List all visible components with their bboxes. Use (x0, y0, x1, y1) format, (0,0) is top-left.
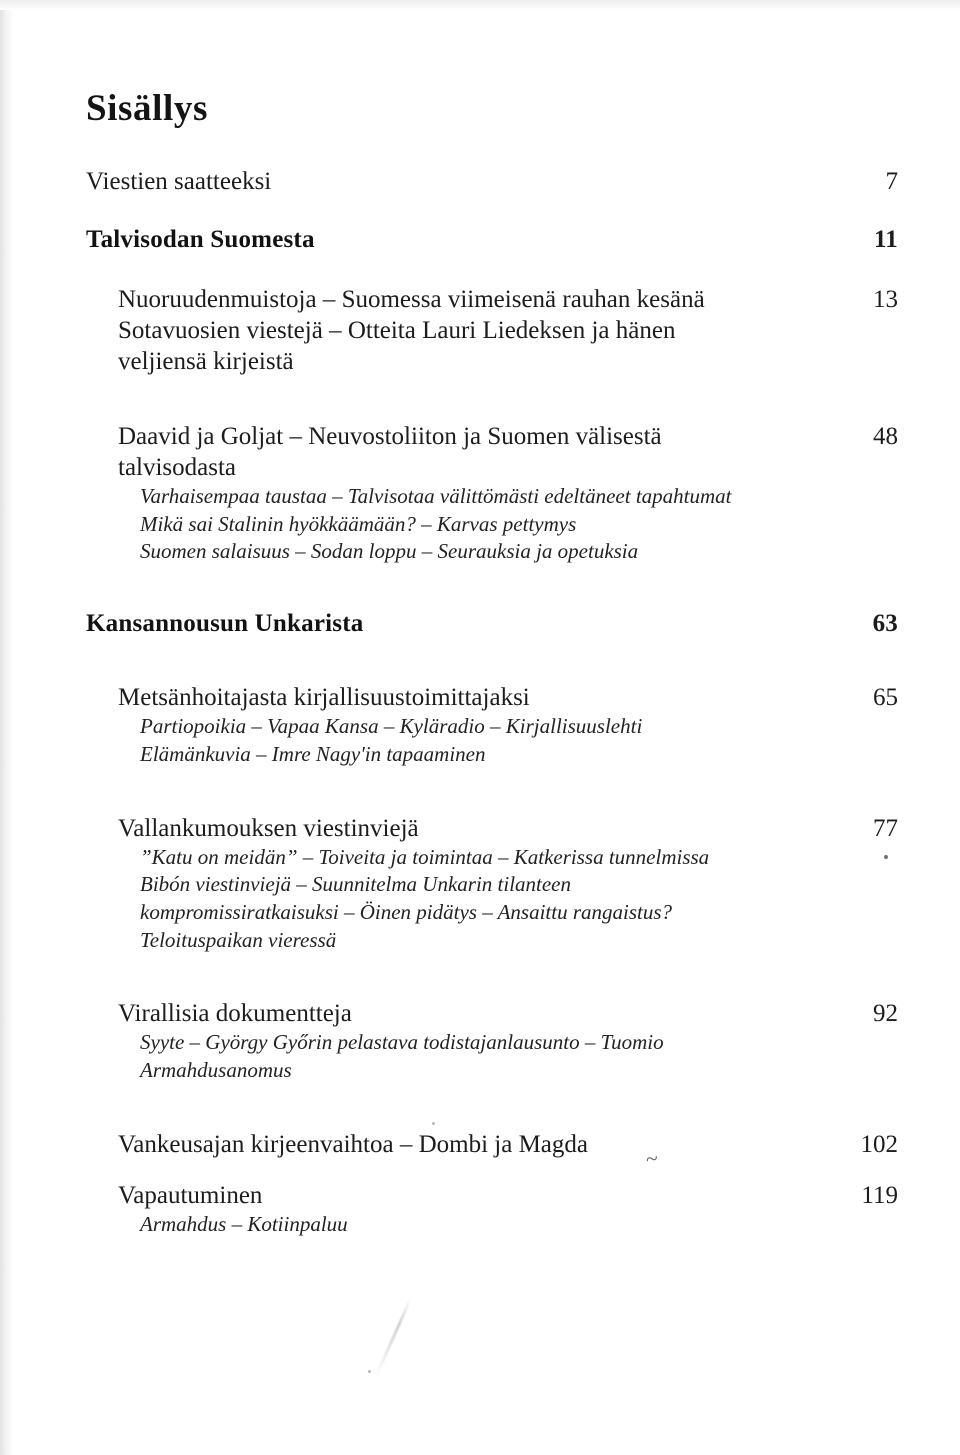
toc-subline: Varhaisempaa taustaa – Talvisotaa välittömästi edeltäneet tapahtumat (140, 484, 732, 508)
toc-entry-title[interactable]: Metsänhoitajasta kirjallisuustoimittajaksi (118, 684, 530, 712)
toc-page-number: 48 (873, 423, 898, 450)
toc-entry-row (0, 610, 960, 638)
spacer (0, 638, 960, 682)
spacer (0, 196, 960, 226)
spacer (0, 566, 960, 610)
toc-entry-row (0, 682, 960, 713)
spacer (0, 254, 960, 284)
toc-entry[interactable] (0, 610, 960, 638)
toc-page-number: 65 (873, 684, 898, 712)
toc-subline: Mikä sai Stalinin hyökkäämään? – Karvas pettymys (140, 511, 577, 536)
toc-entry[interactable] (0, 813, 960, 955)
toc-page-number: 92 (873, 1000, 898, 1028)
toc-entry-title[interactable]: Vankeusajan kirjeenvaihtoa – Dombi ja Magda (118, 1130, 588, 1158)
toc-entry-row (0, 1129, 960, 1160)
toc-subline: Suomen salaisuus – Sodan loppu – Seurauksia ja opetuksia (140, 539, 639, 564)
page-title: Sisällys (86, 87, 209, 129)
toc-subline: Partiopoikia – Vapaa Kansa – Kyläradio – Kirjallisuuslehti (140, 714, 643, 739)
toc-entry[interactable] (0, 284, 960, 377)
toc-entry-title[interactable]: Kansannousun Unkarista (86, 610, 364, 638)
toc-entry[interactable] (0, 421, 960, 566)
toc-entry[interactable] (0, 226, 960, 254)
toc-page-number: 11 (873, 226, 898, 253)
toc-entry-row (0, 226, 960, 254)
toc-entry[interactable] (0, 682, 960, 768)
toc-page-number: 102 (860, 1130, 898, 1158)
toc-subline: kompromissiratkaisuksi – Öinen pidätys – Ansaittu rangaistus? (140, 900, 673, 925)
toc-entry[interactable] (0, 168, 960, 196)
scan-streak-artifact (375, 1297, 413, 1377)
toc-subline: Syyte – György Győrin pelastava todistajanlausunto – Tuomio (140, 1030, 664, 1055)
table-of-contents (0, 168, 960, 1239)
toc-page-number: 13 (873, 286, 898, 313)
toc-entry[interactable] (0, 1180, 960, 1239)
scan-edge-shadow-top (0, 0, 960, 10)
scan-speck-artifact-lower (368, 1370, 371, 1373)
toc-page-number: 63 (872, 610, 898, 638)
toc-subline: Armahdusanomus (140, 1058, 292, 1083)
toc-subline: Elämänkuvia – Imre Nagy'in tapaaminen (140, 741, 486, 766)
toc-entry[interactable] (0, 998, 960, 1084)
spacer (0, 1160, 960, 1180)
toc-entry[interactable] (0, 1129, 960, 1160)
toc-entry-row (0, 998, 960, 1029)
toc-entry-row (0, 168, 960, 196)
toc-page-number: 119 (861, 1181, 898, 1209)
spacer (0, 954, 960, 998)
toc-entry-title[interactable]: Viestien saatteeksi (86, 168, 272, 195)
toc-subline: Teloituspaikan vieressä (140, 927, 337, 952)
toc-entry-title[interactable]: Talvisodan Suomesta (86, 226, 315, 253)
spacer (0, 377, 960, 421)
toc-entry-title[interactable]: Vapautuminen (118, 1181, 263, 1209)
toc-entry-title[interactable]: Nuoruudenmuistoja – Suomessa viimeisenä rauhan kesänä Sotavuosien viestejä – Otteita Lauri Liedeksen ja hänen veljiensä kirjeistä (118, 286, 705, 375)
toc-subline: ”Katu on meidän” – Toiveita ja toimintaa – Katkerissa tunnelmissa (140, 844, 710, 869)
toc-subline: Armahdus – Kotiinpaluu (140, 1211, 348, 1236)
toc-page-number: 77 (873, 814, 898, 842)
ink-squiggle-artifact: ~ (644, 1145, 660, 1172)
toc-entry-row (0, 813, 960, 844)
toc-page-number: 7 (885, 168, 898, 195)
toc-entry-row (0, 1180, 960, 1211)
toc-entry-title[interactable]: Virallisia dokumentteja (118, 1000, 352, 1028)
toc-subline: Bibón viestinviejä – Suunnitelma Unkarin tilanteen (140, 872, 572, 897)
toc-entry-row (0, 421, 960, 483)
toc-entry-title[interactable]: Vallankumouksen viestinviejä (118, 814, 419, 842)
spacer (0, 1085, 960, 1129)
spacer (0, 769, 960, 813)
toc-entry-title[interactable]: Daavid ja Goljat – Neuvostoliiton ja Suomen välisestä talvisodasta (118, 423, 662, 481)
toc-entry-row (0, 284, 960, 377)
